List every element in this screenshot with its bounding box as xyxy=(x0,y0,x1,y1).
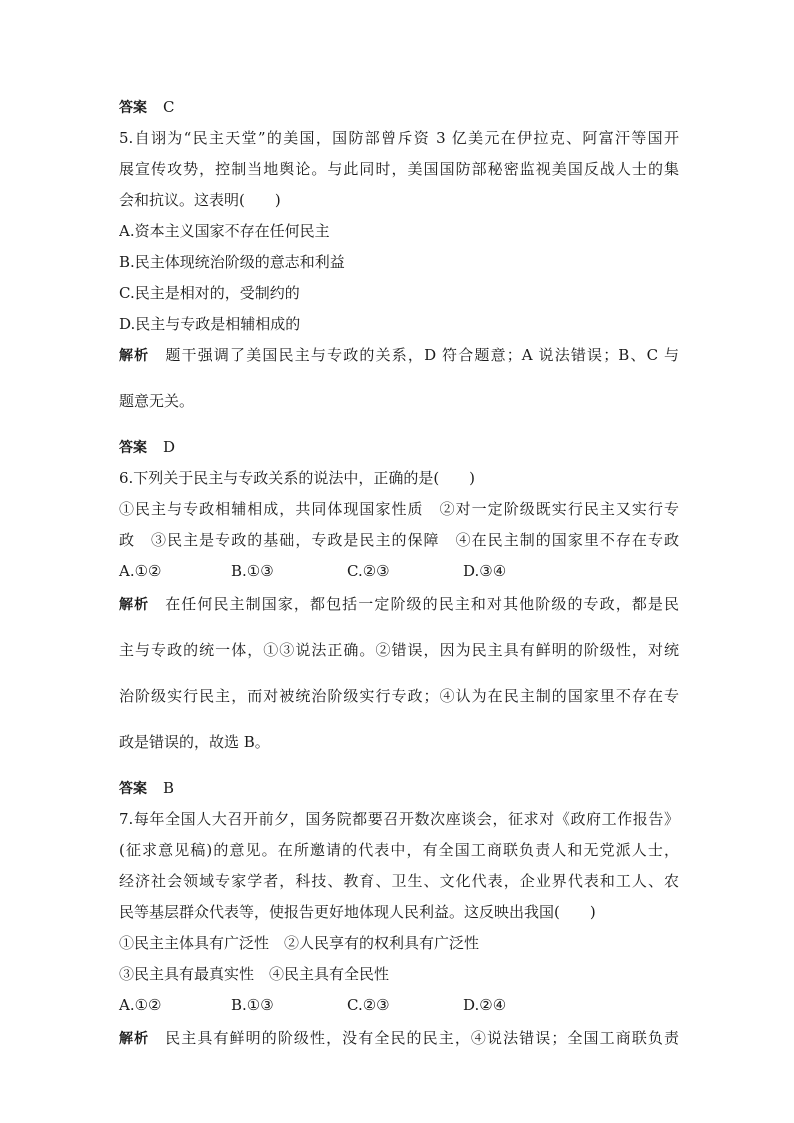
analysis-label: 解析 xyxy=(119,597,150,613)
answer-value: C xyxy=(163,98,175,116)
option-b: B.①③ xyxy=(231,562,274,580)
analysis-5-line-2: 题意无关。 xyxy=(119,392,195,410)
question-7-line-1: 7.每年全国人大召开前夕，国务院都要召开数次座谈会，征求对《政府工作报告》 xyxy=(119,810,679,828)
question-6-line-2: ①民主与专政相辅相成，共同体现国家性质 ②对一定阶级既实行民主又实行专 xyxy=(119,500,679,518)
analysis-label: 解析 xyxy=(119,1031,150,1047)
answer-line xyxy=(119,432,679,463)
question-7-line-3: 经济社会领域专家学者，科技、教育、卫生、文化代表，企业界代表和工人、农 xyxy=(119,872,679,890)
option-a: A.①② xyxy=(119,996,162,1014)
analysis-7-line-1 xyxy=(119,1023,679,1069)
question-5-option-c: C.民主是相对的，受制约的 xyxy=(119,284,300,302)
analysis-6-line-3: 治阶级实行民主，而对被统治阶级实行专政；④认为在民主制的国家里不存在专 xyxy=(119,687,679,705)
question-6-options xyxy=(119,556,679,587)
question-5-option-a: A.资本主义国家不存在任何民主 xyxy=(119,222,330,240)
answer-label: 答案 xyxy=(119,100,147,116)
answer-label: 答案 xyxy=(119,440,147,456)
analysis-5-text-1: 题干强调了美国民主与专政的关系，D 符合题意；A 说法错误；B、C 与 xyxy=(165,346,679,364)
option-d: D.②④ xyxy=(463,996,507,1014)
analysis-5-line-1 xyxy=(119,340,679,386)
option-a: A.①② xyxy=(119,562,162,580)
analysis-6-text-1: 在任何民主制国家，都包括一定阶级的民主和对其他阶级的专政，都是民 xyxy=(165,595,679,613)
answer-value: D xyxy=(163,438,176,456)
question-7-line-4: 民等基层群众代表等，使报告更好地体现人民利益。这反映出我国( ) xyxy=(119,903,596,921)
option-b: B.①③ xyxy=(231,996,274,1014)
option-d: D.③④ xyxy=(463,562,507,580)
analysis-label: 解析 xyxy=(119,348,150,364)
question-5-line-1: 5.自诩为“民主天堂”的美国，国防部曾斥资 3 亿美元在伊拉克、阿富汗等国开 xyxy=(119,129,679,147)
question-5-line-3: 会和抗议。这表明( ) xyxy=(119,191,281,209)
question-7-line-6: ③民主具有最真实性 ④民主具有全民性 xyxy=(119,965,390,983)
option-c: C.②③ xyxy=(347,996,390,1014)
question-7-line-2: (征求意见稿)的意见。在所邀请的代表中，有全国工商联负责人和无党派人士， xyxy=(119,841,679,859)
option-c: C.②③ xyxy=(347,562,390,580)
analysis-6-line-4: 政是错误的，故选 B。 xyxy=(119,733,270,751)
answer-value: B xyxy=(163,779,175,797)
answer-label: 答案 xyxy=(119,781,147,797)
analysis-6-line-2: 主与专政的统一体，①③说法正确。②错误，因为民主具有鲜明的阶级性，对统 xyxy=(119,641,679,659)
question-6-line-3: 政 ③民主是专政的基础，专政是民主的保障 ④在民主制的国家里不存在专政 xyxy=(119,531,679,549)
question-5-line-2: 展宣传攻势，控制当地舆论。与此同时，美国国防部秘密监视美国反战人士的集 xyxy=(119,160,679,178)
answer-line xyxy=(119,773,679,804)
document-page xyxy=(119,92,679,1069)
answer-line xyxy=(119,92,679,123)
question-5-option-d: D.民主与专政是相辅相成的 xyxy=(119,315,301,333)
question-5-option-b: B.民主体现统治阶级的意志和利益 xyxy=(119,253,345,271)
question-7-line-5: ①民主主体具有广泛性 ②人民享有的权利具有广泛性 xyxy=(119,934,480,952)
analysis-6-line-1 xyxy=(119,589,679,635)
analysis-7-text-1: 民主具有鲜明的阶级性，没有全民的民主，④说法错误；全国工商联负责 xyxy=(165,1029,679,1047)
question-6-line-1: 6.下列关于民主与专政关系的说法中，正确的是( ) xyxy=(119,469,476,487)
question-7-options xyxy=(119,990,679,1021)
